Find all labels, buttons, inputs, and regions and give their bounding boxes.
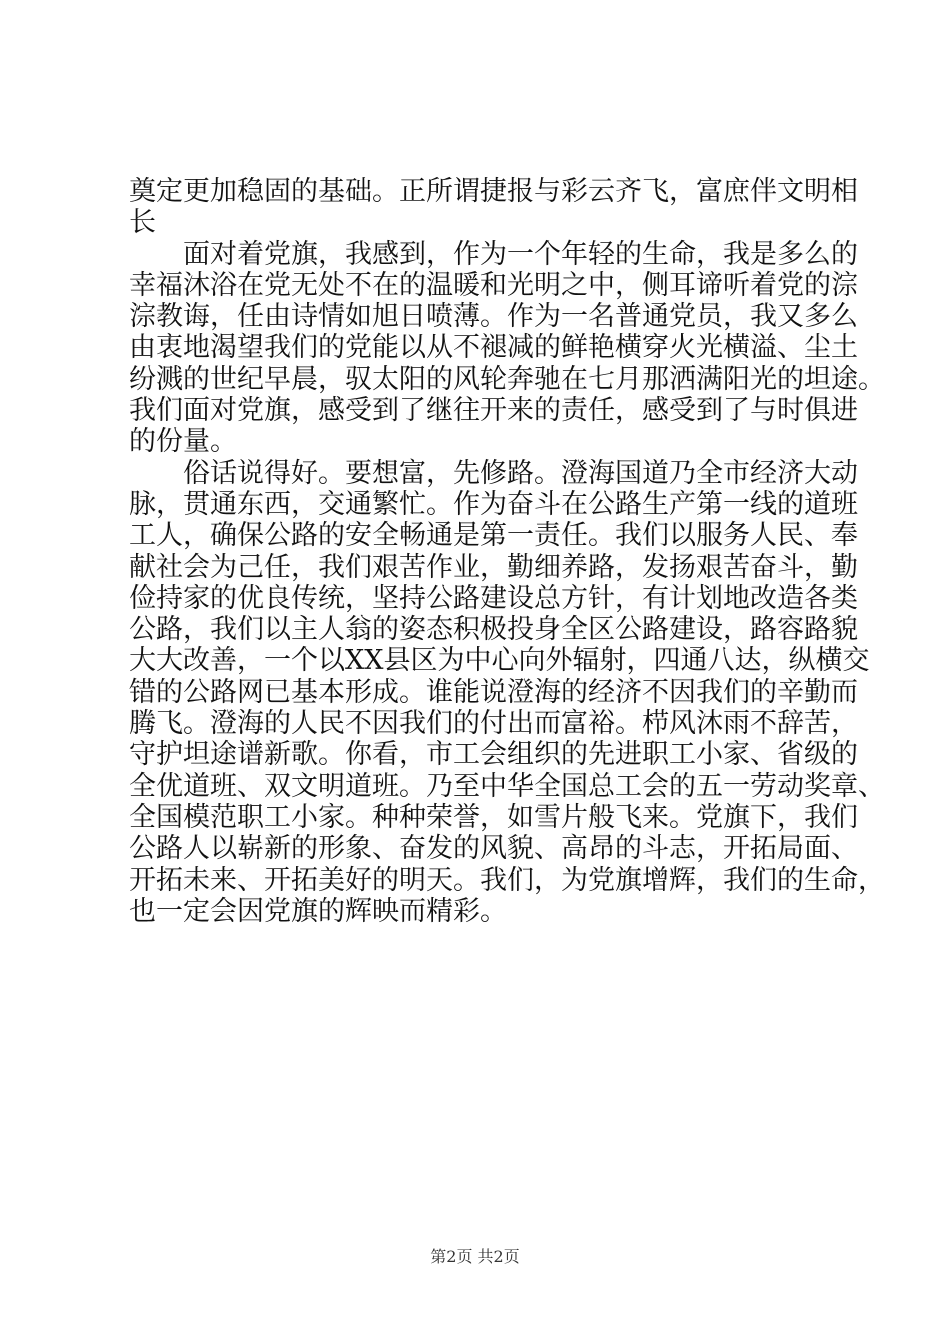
text-line: 全国模范职工小家。种种荣誉，如雪片般飞来。党旗下，我们: [129, 801, 858, 833]
page-number: 第2页 共2页: [430, 1247, 520, 1266]
text-line: 错的公路网已基本形成。谁能说澄海的经济不因我们的辛勤而: [129, 676, 858, 708]
text-line: 腾飞。澄海的人民不因我们的付出而富裕。栉风沐雨不辞苦，: [129, 708, 858, 740]
text-line: 脉，贯通东西，交通繁忙。作为奋斗在公路生产第一线的道班: [129, 488, 858, 520]
text-line: 俗话说得好。要想富，先修路。澄海国道乃全市经济大动: [183, 457, 858, 489]
text-line: 长: [129, 207, 156, 239]
text-line: 守护坦途谱新歌。你看，市工会组织的先进职工小家、省级的: [129, 739, 858, 771]
text-line: 幸福沐浴在党无处不在的温暖和光明之中，侧耳谛听着党的淙: [129, 269, 858, 301]
text-line: 由衷地渴望我们的党能以从不褪减的鲜艳横穿火光横溢、尘土: [129, 332, 858, 364]
text-line: 俭持家的优良传统，坚持公路建设总方针，有计划地改造各类: [129, 582, 858, 614]
text-line: 公路，我们以主人翁的姿态积极投身全区公路建设，路容路貌: [129, 614, 858, 646]
text-line: 工人，确保公路的安全畅通是第一责任。我们以服务人民、奉: [129, 520, 858, 552]
text-line: 的份量。: [129, 426, 237, 458]
text-line: 也一定会因党旗的辉映而精彩。: [129, 895, 507, 927]
text-line: 献社会为己任，我们艰苦作业，勤细养路，发扬艰苦奋斗，勤: [129, 551, 858, 583]
text-line: 奠定更加稳固的基础。正所谓捷报与彩云齐飞，富庶伴文明相: [129, 176, 858, 207]
paragraph-2: [129, 238, 885, 458]
text-line: 面对着党旗，我感到，作为一个年轻的生命，我是多么的: [183, 238, 858, 270]
paragraph-1: [129, 176, 858, 239]
text-line: 纷溅的世纪早晨，驭太阳的风轮奔驰在七月那洒满阳光的坦途。: [129, 363, 885, 395]
text-line: 淙教诲，任由诗情如旭日喷薄。作为一名普通党员，我又多么: [129, 301, 858, 333]
text-line: 全优道班、双文明道班。乃至中华全国总工会的五一劳动奖章、: [129, 770, 885, 802]
paragraph-3: [129, 457, 885, 927]
text-line: 开拓未来、开拓美好的明天。我们，为党旗增辉，我们的生命，: [129, 864, 885, 896]
text-line: 大大改善，一个以XX县区为中心向外辐射，四通八达，纵横交: [129, 645, 870, 677]
text-line: 我们面对党旗，感受到了继往开来的责任，感受到了与时俱进: [129, 395, 858, 427]
text-line: 公路人以崭新的形象、奋发的风貌、高昂的斗志，开拓局面、: [129, 833, 858, 865]
document-body: [129, 176, 885, 927]
